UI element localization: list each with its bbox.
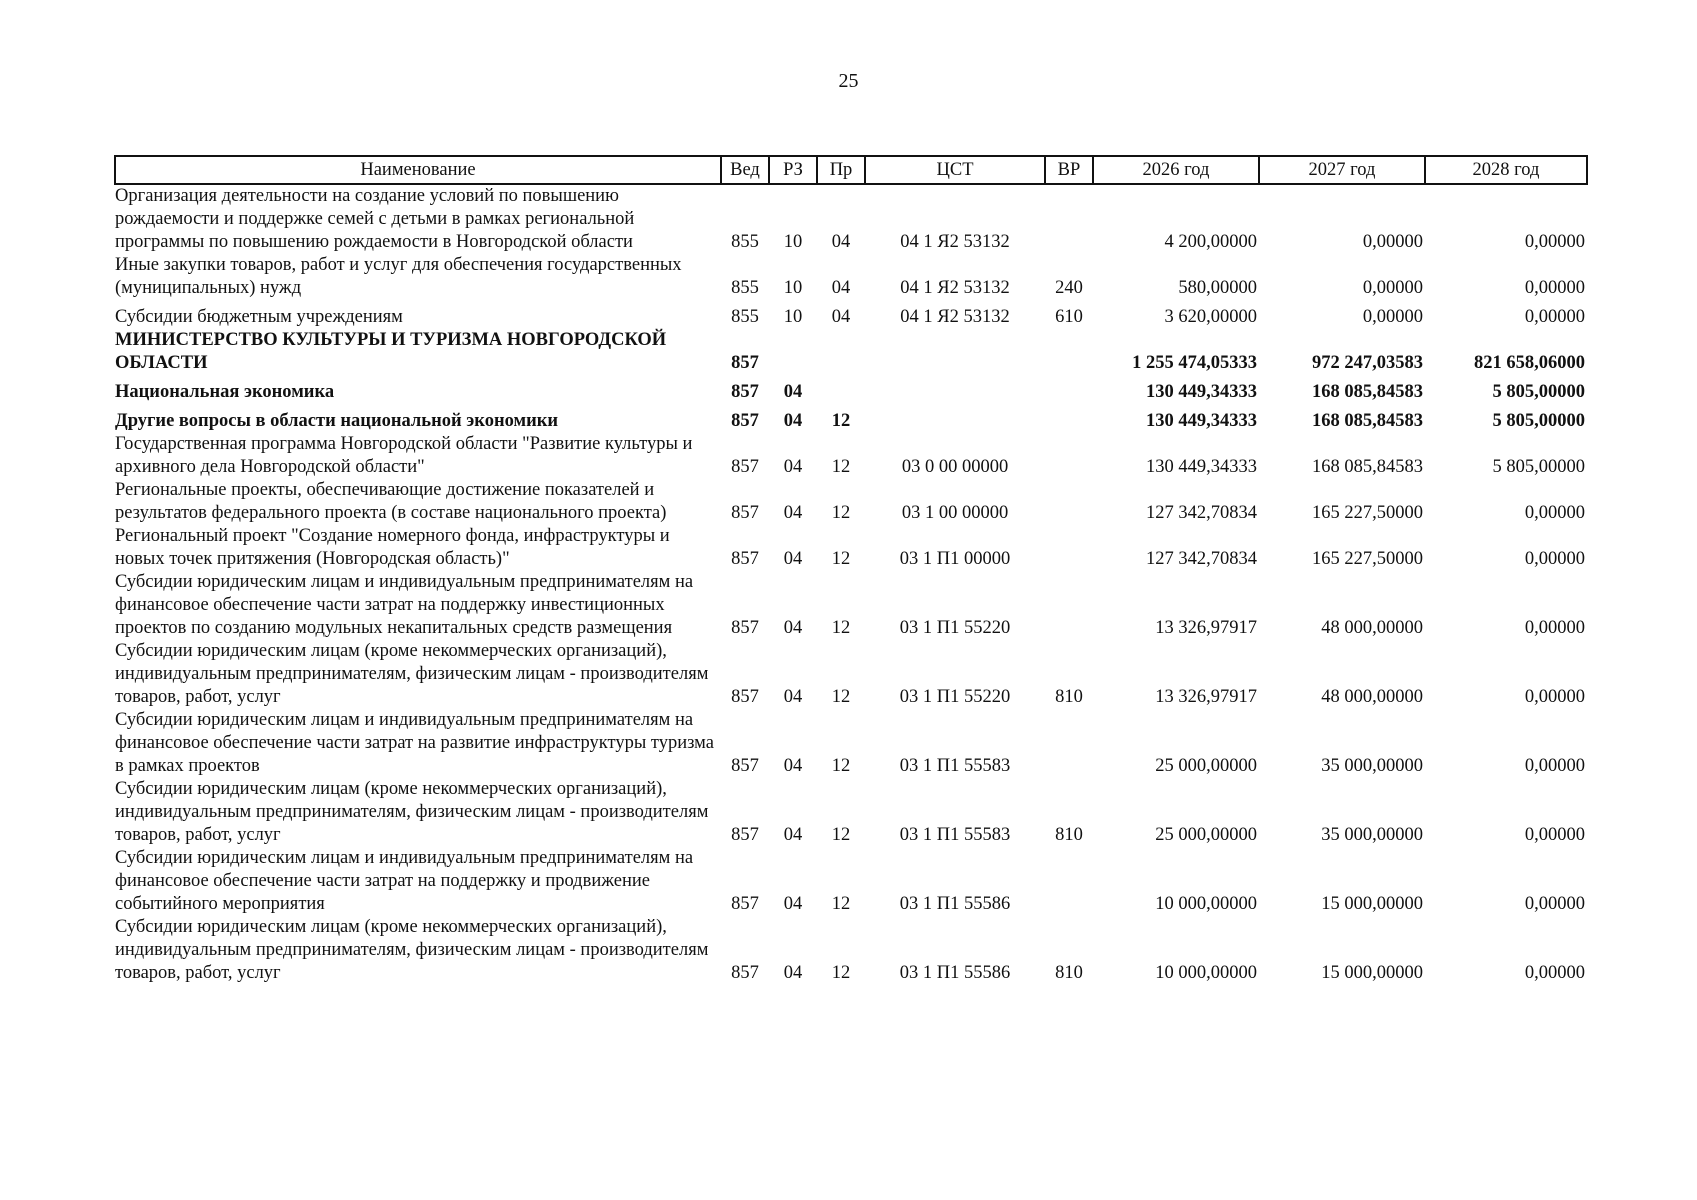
cell-2026: 127 342,70834 bbox=[1146, 549, 1257, 569]
table-row bbox=[115, 254, 1587, 300]
cell-pr: 12 bbox=[831, 894, 851, 914]
cell-2028: 5 805,00000 bbox=[1492, 382, 1585, 402]
cell-pr: 04 bbox=[831, 232, 851, 252]
cell-vr bbox=[1045, 184, 1093, 254]
table-row bbox=[115, 433, 1587, 479]
cell-2027: 0,00000 bbox=[1362, 232, 1423, 252]
cell-rz: 04 bbox=[783, 894, 803, 914]
cell-pr bbox=[817, 329, 865, 375]
cell-2028: 5 805,00000 bbox=[1492, 457, 1585, 477]
cell-ved: 855 bbox=[731, 278, 759, 298]
cell-2027: 972 247,03583 bbox=[1312, 353, 1423, 373]
cell-name: Региональные проекты, обеспечивающие достижение показателей и результатов федерального проекта (в составе национального проекта) bbox=[115, 480, 667, 523]
cell-2027: 168 085,84583 bbox=[1312, 457, 1423, 477]
cell-pr: 12 bbox=[831, 503, 851, 523]
cell-name: МИНИСТЕРСТВО КУЛЬТУРЫ И ТУРИЗМА НОВГОРОДСКОЙ ОБЛАСТИ bbox=[115, 330, 667, 373]
cell-2026: 130 449,34333 bbox=[1146, 382, 1257, 402]
cell-name: Иные закупки товаров, работ и услуг для обеспечения государственных (муниципальных) нужд bbox=[115, 255, 682, 298]
cell-vr bbox=[1045, 433, 1093, 479]
cell-2027: 35 000,00000 bbox=[1321, 756, 1423, 776]
cell-2027: 165 227,50000 bbox=[1312, 503, 1423, 523]
cell-name: Национальная экономика bbox=[115, 382, 335, 402]
page-number: 25 bbox=[838, 70, 859, 92]
cell-2027: 48 000,00000 bbox=[1321, 687, 1423, 707]
cell-2026: 127 342,70834 bbox=[1146, 503, 1257, 523]
cell-vr bbox=[1045, 375, 1093, 404]
cell-2026: 25 000,00000 bbox=[1155, 825, 1257, 845]
cell-ved: 857 bbox=[731, 549, 759, 569]
cell-vr: 810 bbox=[1055, 687, 1083, 707]
cell-rz: 04 bbox=[783, 457, 803, 477]
cell-rz: 04 bbox=[783, 756, 803, 776]
cell-2026: 25 000,00000 bbox=[1155, 756, 1257, 776]
cell-rz: 10 bbox=[783, 232, 803, 252]
cell-2027: 0,00000 bbox=[1362, 307, 1423, 327]
cell-rz: 04 bbox=[783, 618, 803, 638]
cell-2027: 0,00000 bbox=[1362, 278, 1423, 298]
table-header-row bbox=[115, 156, 1587, 184]
cell-name: Субсидии юридическим лицам и индивидуальным предпринимателям на финансовое обеспечение части затрат на поддержку и продвижение событийного мероприятия bbox=[115, 848, 694, 914]
cell-2027: 165 227,50000 bbox=[1312, 549, 1423, 569]
cell-vr: 610 bbox=[1055, 307, 1083, 327]
cell-cst: 04 1 Я2 53132 bbox=[900, 278, 1010, 298]
cell-ved: 857 bbox=[731, 963, 759, 983]
cell-rz: 10 bbox=[783, 278, 803, 298]
cell-cst: 03 1 П1 55583 bbox=[899, 756, 1011, 776]
cell-2027: 168 085,84583 bbox=[1312, 411, 1423, 431]
cell-cst: 04 1 Я2 53132 bbox=[900, 232, 1010, 252]
cell-rz: 04 bbox=[783, 687, 803, 707]
cell-ved: 857 bbox=[731, 894, 759, 914]
cell-cst: 03 1 П1 55586 bbox=[899, 894, 1011, 914]
cell-2026: 13 326,97917 bbox=[1155, 687, 1257, 707]
table-row bbox=[115, 329, 1587, 375]
cell-vr bbox=[1045, 404, 1093, 433]
cell-2026: 4 200,00000 bbox=[1164, 232, 1257, 252]
cell-cst: 03 1 П1 55220 bbox=[899, 687, 1011, 707]
cell-cst: 03 1 П1 55220 bbox=[899, 618, 1011, 638]
cell-ved: 855 bbox=[731, 232, 759, 252]
cell-ved: 857 bbox=[731, 457, 759, 477]
cell-name: Субсидии юридическим лицам (кроме некоммерческих организаций), индивидуальным предпринимателям, физическим лицам - производителям товаров, работ, услуг bbox=[115, 779, 709, 845]
table-row bbox=[115, 640, 1587, 709]
cell-ved: 855 bbox=[731, 307, 759, 327]
cell-rz: 10 bbox=[783, 307, 803, 327]
cell-rz: 04 bbox=[783, 963, 803, 983]
cell-2028: 0,00000 bbox=[1524, 503, 1585, 523]
cell-pr: 12 bbox=[831, 825, 851, 845]
header-pr: Пр bbox=[817, 156, 865, 184]
cell-rz: 04 bbox=[783, 503, 803, 523]
cell-name: Субсидии юридическим лицам и индивидуальным предпринимателям на финансовое обеспечение части затрат на поддержку инвестиционных проектов по созданию модульных некапитальных средств размещения bbox=[115, 572, 694, 638]
cell-ved: 857 bbox=[731, 382, 759, 402]
cell-pr bbox=[817, 375, 865, 404]
cell-2026: 1 255 474,05333 bbox=[1132, 353, 1257, 373]
cell-cst bbox=[865, 404, 1045, 433]
cell-2026: 580,00000 bbox=[1178, 278, 1257, 298]
table-row bbox=[115, 916, 1587, 985]
cell-ved: 857 bbox=[731, 756, 759, 776]
cell-2028: 0,00000 bbox=[1524, 307, 1585, 327]
cell-rz bbox=[769, 329, 817, 375]
table-row bbox=[115, 778, 1587, 847]
header-vr: ВР bbox=[1045, 156, 1093, 184]
cell-pr: 12 bbox=[831, 457, 851, 477]
cell-2027: 168 085,84583 bbox=[1312, 382, 1423, 402]
cell-cst: 03 1 П1 55583 bbox=[899, 825, 1011, 845]
cell-name: Другие вопросы в области национальной экономики bbox=[115, 411, 559, 431]
cell-2028: 0,00000 bbox=[1524, 549, 1585, 569]
cell-2026: 13 326,97917 bbox=[1155, 618, 1257, 638]
cell-cst: 03 0 00 00000 bbox=[901, 457, 1009, 477]
cell-pr: 12 bbox=[831, 756, 851, 776]
cell-2027: 15 000,00000 bbox=[1321, 894, 1423, 914]
cell-cst bbox=[865, 329, 1045, 375]
cell-cst: 03 1 П1 00000 bbox=[899, 549, 1011, 569]
cell-2028: 0,00000 bbox=[1524, 894, 1585, 914]
cell-2026: 10 000,00000 bbox=[1155, 894, 1257, 914]
cell-2028: 821 658,06000 bbox=[1474, 353, 1585, 373]
header-cst: ЦСТ bbox=[865, 156, 1045, 184]
cell-vr: 810 bbox=[1055, 963, 1083, 983]
cell-ved: 857 bbox=[731, 687, 759, 707]
table-row bbox=[115, 709, 1587, 778]
cell-ved: 857 bbox=[731, 353, 759, 373]
cell-vr bbox=[1045, 525, 1093, 571]
cell-pr: 12 bbox=[831, 687, 851, 707]
cell-2028: 0,00000 bbox=[1524, 278, 1585, 298]
cell-2028: 0,00000 bbox=[1524, 756, 1585, 776]
table-row bbox=[115, 479, 1587, 525]
cell-pr: 12 bbox=[831, 411, 851, 431]
cell-2026: 10 000,00000 bbox=[1155, 963, 1257, 983]
cell-2027: 15 000,00000 bbox=[1321, 963, 1423, 983]
cell-vr bbox=[1045, 479, 1093, 525]
cell-2026: 3 620,00000 bbox=[1164, 307, 1257, 327]
cell-pr: 04 bbox=[831, 278, 851, 298]
cell-name: Субсидии юридическим лицам (кроме некоммерческих организаций), индивидуальным предпринимателям, физическим лицам - производителям товаров, работ, услуг bbox=[115, 641, 709, 707]
cell-cst: 03 1 П1 55586 bbox=[899, 963, 1011, 983]
cell-name: Субсидии юридическим лицам и индивидуальным предпринимателям на финансовое обеспечение части затрат на развитие инфраструктуры туризма в рамках проектов bbox=[115, 710, 714, 776]
cell-rz: 04 bbox=[783, 411, 803, 431]
cell-rz: 04 bbox=[783, 382, 803, 402]
header-name: Наименование bbox=[115, 156, 721, 184]
cell-pr: 12 bbox=[831, 549, 851, 569]
cell-2028: 0,00000 bbox=[1524, 963, 1585, 983]
cell-ved: 857 bbox=[731, 411, 759, 431]
cell-2027: 35 000,00000 bbox=[1321, 825, 1423, 845]
cell-vr bbox=[1045, 847, 1093, 916]
cell-vr bbox=[1045, 329, 1093, 375]
cell-2027: 48 000,00000 bbox=[1321, 618, 1423, 638]
cell-cst: 04 1 Я2 53132 bbox=[900, 307, 1010, 327]
header-2027: 2027 год bbox=[1259, 156, 1425, 184]
table-row bbox=[115, 404, 1587, 433]
cell-2028: 0,00000 bbox=[1524, 232, 1585, 252]
cell-2028: 0,00000 bbox=[1524, 687, 1585, 707]
cell-pr: 12 bbox=[831, 963, 851, 983]
table-row bbox=[115, 184, 1587, 254]
cell-2028: 0,00000 bbox=[1524, 825, 1585, 845]
cell-vr: 240 bbox=[1055, 278, 1083, 298]
cell-cst: 03 1 00 00000 bbox=[901, 503, 1009, 523]
cell-ved: 857 bbox=[731, 825, 759, 845]
cell-pr: 04 bbox=[831, 307, 851, 327]
cell-rz: 04 bbox=[783, 549, 803, 569]
header-2028: 2028 год bbox=[1425, 156, 1587, 184]
table-row bbox=[115, 525, 1587, 571]
cell-2026: 130 449,34333 bbox=[1146, 411, 1257, 431]
cell-ved: 857 bbox=[731, 503, 759, 523]
header-rz: РЗ bbox=[769, 156, 817, 184]
header-2026: 2026 год bbox=[1093, 156, 1259, 184]
cell-2028: 5 805,00000 bbox=[1492, 411, 1585, 431]
cell-name: Организация деятельности на создание условий по повышению рождаемости и поддержке семей с детьми в рамках региональной программы по повышению рождаемости в Новгородской области bbox=[115, 186, 635, 252]
cell-2026: 130 449,34333 bbox=[1146, 457, 1257, 477]
cell-name: Государственная программа Новгородской области "Развитие культуры и архивного дела Новгородской области" bbox=[115, 434, 693, 477]
cell-rz: 04 bbox=[783, 825, 803, 845]
cell-name: Субсидии юридическим лицам (кроме некоммерческих организаций), индивидуальным предпринимателям, физическим лицам - производителям товаров, работ, услуг bbox=[115, 917, 709, 983]
header-ved: Вед bbox=[721, 156, 769, 184]
cell-ved: 857 bbox=[731, 618, 759, 638]
table-row bbox=[115, 847, 1587, 916]
budget-table bbox=[114, 155, 1588, 985]
table-row bbox=[115, 375, 1587, 404]
cell-vr: 810 bbox=[1055, 825, 1083, 845]
cell-2028: 0,00000 bbox=[1524, 618, 1585, 638]
cell-vr bbox=[1045, 571, 1093, 640]
cell-name: Субсидии бюджетным учреждениям bbox=[115, 307, 403, 327]
cell-vr bbox=[1045, 709, 1093, 778]
cell-name: Региональный проект "Создание номерного фонда, инфраструктуры и новых точек притяжения (Новгородская область)" bbox=[115, 526, 670, 569]
table-row bbox=[115, 300, 1587, 329]
table-row bbox=[115, 571, 1587, 640]
cell-cst bbox=[865, 375, 1045, 404]
cell-pr: 12 bbox=[831, 618, 851, 638]
table-body bbox=[115, 184, 1587, 985]
